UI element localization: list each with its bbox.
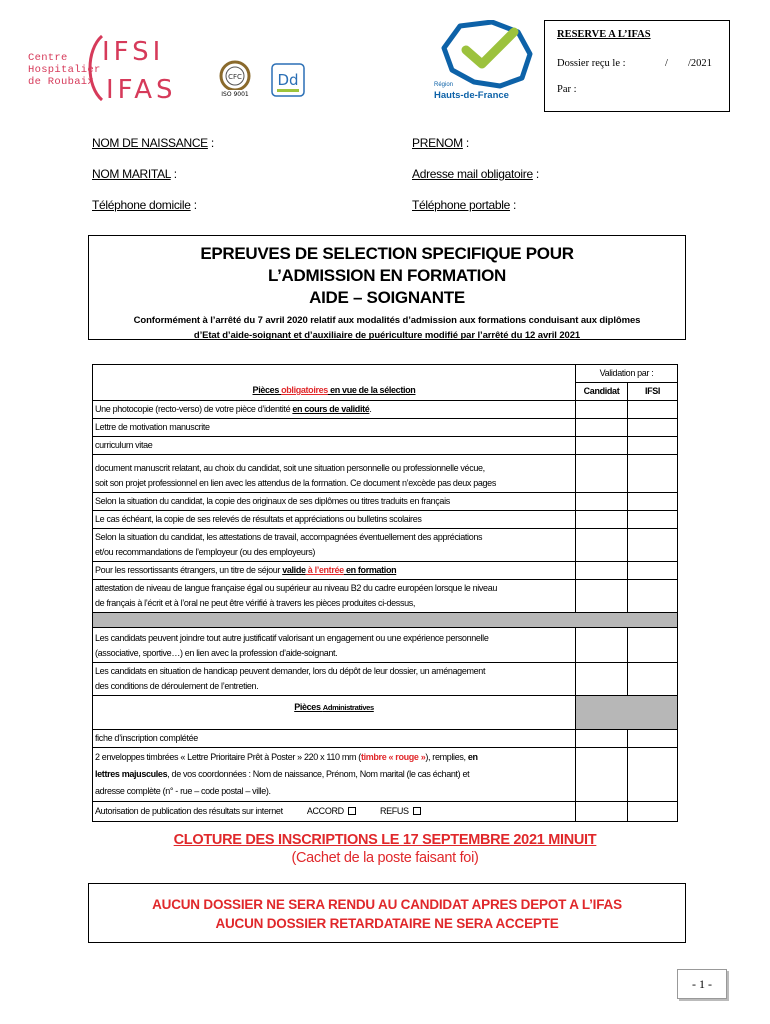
candidat-checkbox-cell[interactable] <box>576 419 628 437</box>
row-text-line: de français à l’écrit et à l’oral ne peut être vérifié à travers les pièces produites ci-dessus, <box>95 598 416 608</box>
colon: : <box>532 167 539 181</box>
row-text-line: adresse complète (n° - rue – code postal – ville). <box>95 786 271 796</box>
entree-emphasis: à l’entrée <box>305 565 344 575</box>
table-row <box>93 628 678 663</box>
ifsi-checkbox-cell[interactable] <box>628 628 678 663</box>
cachet-note: (Cachet de la poste faisant foi) <box>291 850 479 866</box>
table-row <box>93 511 678 529</box>
hospital-logo-line: Hospitalier <box>28 64 101 76</box>
ifsi-checkbox-cell[interactable] <box>628 529 678 562</box>
ifsi-checkbox-cell[interactable] <box>628 493 678 511</box>
tel-domicile-field[interactable] <box>92 198 197 212</box>
legal-reference-line: Conformément à l’arrêté du 7 avril 2020 relatif aux modalités d’admission aux formations conduisant aux diplômes <box>133 315 641 326</box>
candidat-checkbox-cell[interactable] <box>576 663 628 696</box>
row-text: Pour les ressortissants étrangers, un titre de séjour <box>95 565 283 575</box>
row-text-line: document manuscrit relatant, au choix du candidat, soit une situation personnelle ou professionnelle vécue, <box>95 463 485 473</box>
dossier-recu-label: Dossier reçu le : <box>557 58 626 69</box>
legal-reference-line: d’Etat d’aide-soignant et d’auxiliaire de puériculture modifié par l’arrêté du 12 avril 2021 <box>193 330 581 341</box>
candidat-checkbox-cell[interactable] <box>576 748 628 802</box>
row-text-line <box>95 766 573 783</box>
candidat-column-header: Candidat <box>576 383 628 401</box>
candidat-checkbox-cell[interactable] <box>576 580 628 613</box>
row-autre-justificatif <box>93 628 576 663</box>
table-row <box>93 748 678 802</box>
row-text: en <box>467 752 478 762</box>
ifsi-checkbox-cell[interactable] <box>628 511 678 529</box>
datadock-logo <box>271 63 305 97</box>
valide-emphasis: valide <box>282 565 306 575</box>
row-autorisation-publication <box>93 802 576 822</box>
obligatoires-label: obligatoires <box>281 385 328 395</box>
warning-line: AUCUN DOSSIER NE SERA RENDU AU CANDIDAT APRES DEPOT A L’IFAS <box>152 897 622 912</box>
tel-portable-label: Téléphone portable <box>412 198 511 212</box>
row-enveloppes <box>93 748 576 802</box>
candidat-checkbox-cell[interactable] <box>576 401 628 419</box>
hospital-logo-line: de Roubaix <box>28 76 95 88</box>
region-label-name: Hauts-de-France <box>434 90 509 101</box>
formation-emphasis: en formation <box>343 565 397 575</box>
candidat-checkbox-cell[interactable] <box>576 511 628 529</box>
ifas-logo-text: IFAS <box>106 75 177 105</box>
row-text: . <box>369 404 372 414</box>
row-text: Une photocopie (recto-verso) de votre pièce d’identité <box>95 404 293 414</box>
reserve-ifas-box <box>544 20 730 112</box>
cloture-notice <box>0 832 770 866</box>
table-row <box>93 562 678 580</box>
ifsi-checkbox-cell[interactable] <box>628 802 678 822</box>
table-row <box>93 663 678 696</box>
ifsi-checkbox-cell[interactable] <box>628 580 678 613</box>
title-box <box>88 235 686 340</box>
ifsi-ifas-logo <box>84 28 204 108</box>
nom-marital-field[interactable] <box>92 167 177 181</box>
ifsi-checkbox-cell[interactable] <box>628 663 678 696</box>
ifsi-checkbox-cell[interactable] <box>628 455 678 493</box>
date-slash: / <box>665 58 668 69</box>
row-cv: curriculum vitae <box>93 437 576 455</box>
pieces-checklist-table <box>92 364 678 822</box>
colon: : <box>190 198 197 212</box>
table-row <box>93 580 678 613</box>
nom-marital-label: NOM MARITAL <box>92 167 171 181</box>
table-row <box>93 493 678 511</box>
candidat-checkbox-cell[interactable] <box>576 628 628 663</box>
admin-header-suffix: Administratives <box>322 703 374 712</box>
ifsi-checkbox-cell[interactable] <box>628 401 678 419</box>
nom-naissance-field[interactable] <box>92 136 214 150</box>
par-label: Par : <box>557 84 577 95</box>
colon: : <box>510 198 517 212</box>
table-row <box>93 730 678 748</box>
row-text-line: Les candidats peuvent joindre tout autre justificatif valorisant un engagement ou une expérience personnelle <box>95 633 489 643</box>
admin-header-row <box>93 696 678 730</box>
accord-checkbox[interactable] <box>348 807 356 815</box>
table-separator-row <box>93 613 678 628</box>
candidat-checkbox-cell[interactable] <box>576 437 628 455</box>
prenom-field[interactable] <box>412 136 469 150</box>
title-line: L’ADMISSION EN FORMATION <box>267 266 507 285</box>
prenom-label: PRENOM <box>412 136 463 150</box>
refus-checkbox[interactable] <box>413 807 421 815</box>
svg-text:CFC: CFC <box>228 73 242 81</box>
table-row <box>93 455 678 493</box>
date-year: /2021 <box>688 58 712 69</box>
refus-option[interactable] <box>380 806 421 816</box>
grey-separator <box>93 613 678 628</box>
dd-logo-text: Dd <box>277 71 299 89</box>
row-lettre-motivation: Lettre de motivation manuscrite <box>93 419 576 437</box>
row-text-line: Selon la situation du candidat, les attestations de travail, accompagnées éventuellement des appréciations <box>95 532 483 542</box>
refus-label: REFUS <box>379 806 409 816</box>
ifsi-checkbox-cell[interactable] <box>628 730 678 748</box>
row-text-line: Les candidats en situation de handicap peuvent demander, lors du dépôt de leur dossier, un aménagement <box>95 666 486 676</box>
adresse-mail-field[interactable] <box>412 167 539 181</box>
quality-seal-logo <box>212 60 258 98</box>
tel-domicile-label: Téléphone domicile <box>92 198 191 212</box>
ifsi-checkbox-cell[interactable] <box>628 748 678 802</box>
pieces-header-prefix: Pièces <box>252 385 282 395</box>
candidat-checkbox-cell[interactable] <box>576 455 628 493</box>
cloture-date: CLOTURE DES INSCRIPTIONS LE 17 SEPTEMBRE 2021 MINUIT <box>173 832 597 848</box>
validity-emphasis: en cours de validité <box>292 404 370 414</box>
admin-header-grey-cell <box>576 696 678 730</box>
table-header-row <box>93 365 678 383</box>
page-number: - 1 - <box>677 969 727 999</box>
row-document-manuscrit <box>93 455 576 493</box>
row-fiche-inscription: fiche d’inscription complétée <box>93 730 576 748</box>
ifsi-checkbox-cell[interactable] <box>628 562 678 580</box>
ifsi-logo-text: IFSI <box>102 37 165 67</box>
row-text-line: attestation de niveau de langue française égal ou supérieur au niveau B2 du cadre européen lorsque le niveau <box>95 583 498 593</box>
accord-option[interactable] <box>307 806 356 816</box>
row-text-line: (associative, sportive…) en lien avec la profession d’aide-soignant. <box>95 648 338 658</box>
row-releves: Le cas échéant, la copie de ses relevés de résultats et appréciations ou bulletins scolaires <box>93 511 576 529</box>
title-line: AIDE – SOIGNANTE <box>309 288 465 307</box>
table-row <box>93 437 678 455</box>
row-niveau-langue <box>93 580 576 613</box>
validation-label: Validation par : <box>576 365 678 383</box>
table-row <box>93 401 678 419</box>
candidat-checkbox-cell[interactable] <box>576 802 628 822</box>
title-line: EPREUVES DE SELECTION SPECIFIQUE POUR <box>200 244 574 263</box>
row-text: , de vos coordonnées : Nom de naissance, Prénom, Nom marital (le cas échant) et <box>167 769 470 779</box>
accord-label: ACCORD <box>306 806 344 816</box>
table-row <box>93 529 678 562</box>
legal-reference <box>89 313 685 343</box>
colon: : <box>462 136 469 150</box>
candidat-checkbox-cell[interactable] <box>576 730 628 748</box>
tel-portable-field[interactable] <box>412 198 516 212</box>
ifsi-column-header: IFSI <box>628 383 678 401</box>
row-attestations-travail <box>93 529 576 562</box>
row-diplomes: Selon la situation du candidat, la copie des originaux de ses diplômes ou titres traduits en français <box>93 493 576 511</box>
region-label-small: Région <box>434 82 454 88</box>
row-text-line: des conditions de déroulement de l’entretien. <box>95 681 259 691</box>
row-text: Autorisation de publication des résultats sur internet <box>95 806 283 816</box>
timbre-rouge-emphasis: timbre « rouge » <box>360 752 426 762</box>
colon: : <box>170 167 177 181</box>
admin-header <box>93 696 576 730</box>
candidat-checkbox-cell[interactable] <box>576 493 628 511</box>
candidat-checkbox-cell[interactable] <box>576 529 628 562</box>
table-row <box>93 802 678 822</box>
warning-box <box>88 883 686 943</box>
admin-header-prefix: Pièces <box>294 702 323 712</box>
row-titre-sejour <box>93 562 576 580</box>
ifsi-checkbox-cell[interactable] <box>628 419 678 437</box>
pieces-header <box>93 365 576 401</box>
pieces-header-suffix: en vue de la sélection <box>327 385 416 395</box>
table-row <box>93 419 678 437</box>
hospital-logo-line: Centre <box>28 52 68 64</box>
candidat-checkbox-cell[interactable] <box>576 562 628 580</box>
main-title <box>89 243 685 309</box>
majuscules-emphasis: lettres majuscules <box>95 769 168 779</box>
row-text-line: soit son projet professionnel en lien avec les attendus de la formation. Ce document n’excède pas deux pages <box>95 478 496 488</box>
reserve-title: RESERVE A L’IFAS <box>557 29 651 40</box>
ifsi-checkbox-cell[interactable] <box>628 437 678 455</box>
row-text-line <box>95 749 573 766</box>
seal-text: ISO 9001 <box>221 91 249 98</box>
row-handicap <box>93 663 576 696</box>
warning-line: AUCUN DOSSIER RETARDATAIRE NE SERA ACCEPTE <box>215 916 559 931</box>
row-text: ), remplies, <box>425 752 468 762</box>
adresse-mail-label: Adresse mail obligatoire <box>412 167 533 181</box>
row-piece-identite <box>93 401 576 419</box>
nom-naissance-label: NOM DE NAISSANCE <box>92 136 208 150</box>
row-text: 2 enveloppes timbrées « Lettre Prioritaire Prêt à Poster » 220 x 110 mm ( <box>95 752 361 762</box>
colon: : <box>207 136 214 150</box>
row-text-line: et/ou recommandations de l’employeur (ou des employeurs) <box>95 547 316 557</box>
